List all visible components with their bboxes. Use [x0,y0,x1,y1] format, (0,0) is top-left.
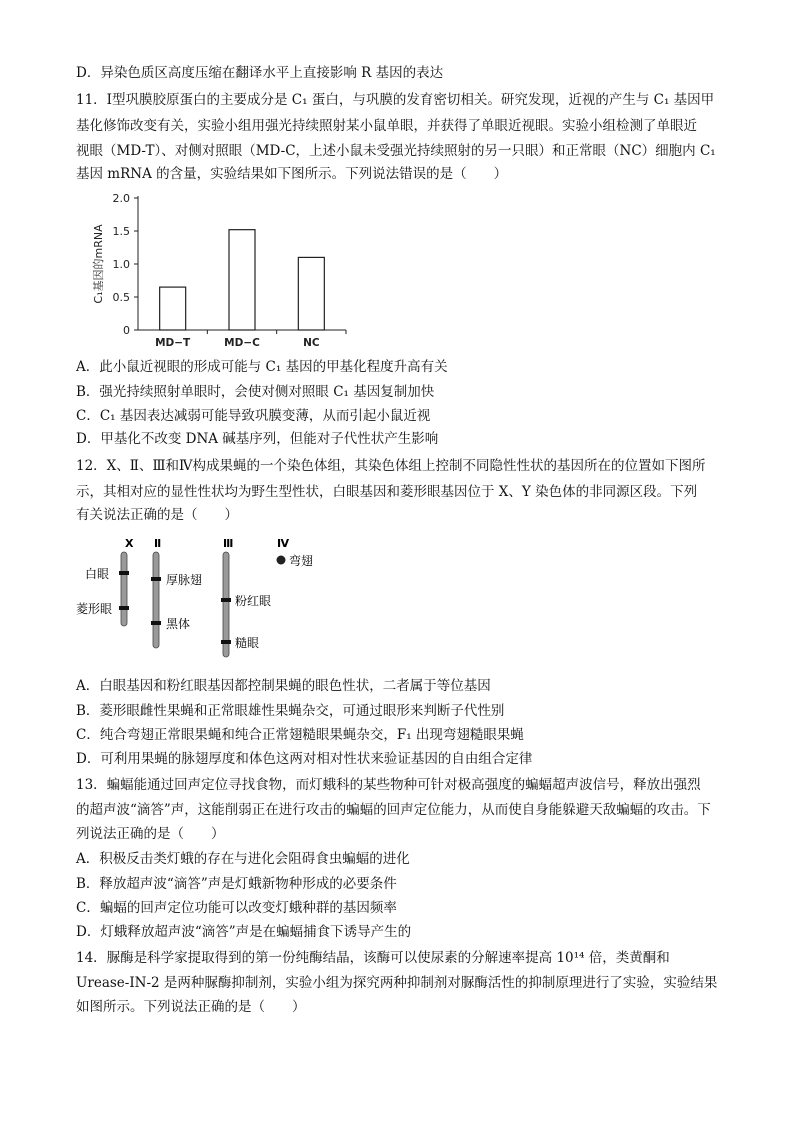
q13-option-a: A．积极反击类灯蛾的存在与进化会阻碍食虫蝙蝠的进化 [76,851,410,867]
q11-stem-line-2: 基化修饰改变有关，实验小组用强光持续照射某小鼠单眼，并获得了单眼近视眼。实验小组检测了单眼近 [76,118,697,134]
bar [298,257,324,330]
x-tick-label: MD−C [224,337,260,349]
q12-option-a: A．白眼基因和粉红眼基因都控制果蝇的眼色性状，二者属于等位基因 [76,678,491,694]
q11-option-b: B．强光持续照射单眼时，会使对侧对照眼 C₁ 基因复制加快 [76,384,435,400]
gene-label-wanchi: 弯翅 [289,554,314,568]
q12-stem-line-1: 12．X、Ⅱ、Ⅲ和Ⅳ构成果蝇的一个染色体组，其染色体组上控制不同隐性性状的基因所在的位置如下图所 [76,458,706,474]
chromosome-3-label: Ⅲ [223,537,234,550]
q13-option-c: C．蝙蝠的回声定位功能可以改变灯蛾种群的基因频率 [76,900,397,916]
q11-option-c: C．C₁ 基因表达减弱可能导致巩膜变薄，从而引起小鼠近视 [76,408,431,424]
q11-stem-line-3: 视眼（MD-T）、对侧对照眼（MD-C，上述小鼠未受强光持续照射的另一只眼）和正常眼（NC）细胞内 C₁ [76,143,716,159]
q13-stem-line-1: 13．蝙蝠能通过回声定位寻找食物，而灯蛾科的某些物种可针对极高强度的蝙蝠超声波信号，释放出强烈 [76,777,701,793]
gene-label-baiyan: 白眼 [85,567,110,581]
q13-option-b: B．释放超声波“滴答”声是灯蛾新物种形成的必要条件 [76,876,397,892]
q13-stem-line-3: 列说法正确的是（ ） [76,826,225,842]
y-tick-label: 0.5 [112,291,130,304]
x-tick-label: NC [303,337,320,349]
gene-label-fenhongyan: 粉红眼 [235,594,272,608]
chromosome-4 [277,556,286,565]
chromosome-x [121,552,127,626]
y-tick-label: 1.5 [112,225,130,238]
gene-marker-fenhongyan [221,598,231,602]
gene-label-caoyan: 糙眼 [235,636,260,650]
y-tick-label: 1.0 [112,258,130,271]
q13-stem-line-2: 的超声波“滴答”声，这能削弱正在进行攻击的蝙蝠的回声定位能力，从而使自身能躲避天敌蝙蝠的攻击。下 [76,802,711,818]
q14-stem-line-1: 14．脲酶是科学家提取得到的第一份纯酶结晶，该酶可以使尿素的分解速率提高 10¹⁴ 倍，类黄酮和 [76,950,670,966]
q12-chromosome-diagram [76,534,344,664]
y-axis-label: C₁基因的mRNA [92,224,105,304]
q11-stem-line-1: 11．Ⅰ型巩膜胶原蛋白的主要成分是 C₁ 蛋白，与巩膜的发育密切相关。研究发现，近视的产生与 C₁ 基因甲 [76,92,715,108]
chromosome-2 [153,552,159,648]
gene-label-heiti: 黑体 [166,617,191,631]
q12-option-d: D．可利用果蝇的脉翅厚度和体色这两对相对性状来验证基因的自由组合定律 [76,751,533,767]
gene-marker-baiyan [119,571,129,575]
q11-stem-line-4: 基因 mRNA 的含量，实验结果如下图所示。下列说法错误的是（ ） [76,166,508,182]
q12-option-c: C．纯合弯翅正常眼果蝇和纯合正常翅糙眼果蝇杂交，F₁ 出现弯翅糙眼果蝇 [76,727,524,743]
y-tick-label: 0 [123,324,130,337]
gene-label-lingxingyan: 菱形眼 [76,602,113,616]
chromosome-2-label: Ⅱ [154,537,162,550]
gene-label-houmaichi: 厚脉翅 [166,573,203,587]
gene-marker-caoyan [221,640,231,644]
gene-marker-houmaichi [151,577,161,581]
gene-marker-lingxingyan [119,606,129,610]
q11-option-a: A．此小鼠近视眼的形成可能与 C₁ 基因的甲基化程度升高有关 [76,359,448,375]
gene-marker-heiti [151,621,161,625]
chromosome-4-label: Ⅳ [277,537,290,550]
q14-stem-line-3: 如图所示。下列说法正确的是（ ） [76,999,306,1015]
chromosome-x-label: X [125,537,134,550]
q14-stem-line-2: Urease-IN-2 是两种脲酶抑制剂，实验小组为探究两种抑制剂对脲酶活性的抑制原理进行了实验，实验结果 [76,975,718,991]
q12-stem-line-2: 示，其相对应的显性性状均为野生型性状，白眼基因和菱形眼基因位于 X、Y 染色体的非同源区段。下列 [76,484,698,500]
q11-option-d: D．甲基化不改变 DNA 碱基序列，但能对子代性状产生影响 [76,431,439,447]
q11-bar-chart [84,186,360,354]
y-tick-label: 2.0 [112,192,130,205]
bar [229,230,255,330]
q10-option-d: D．异染色质区高度压缩在翻译水平上直接影响 R 基因的表达 [76,65,444,81]
bar [160,287,186,330]
q12-option-b: B．菱形眼雌性果蝇和正常眼雄性果蝇杂交，可通过眼形来判断子代性别 [76,703,505,719]
x-tick-label: MD−T [155,337,191,349]
q12-stem-line-3: 有关说法正确的是（ ） [76,507,238,523]
q13-option-d: D．灯蛾释放超声波“滴答”声是在蝙蝠捕食下诱导产生的 [76,924,412,940]
